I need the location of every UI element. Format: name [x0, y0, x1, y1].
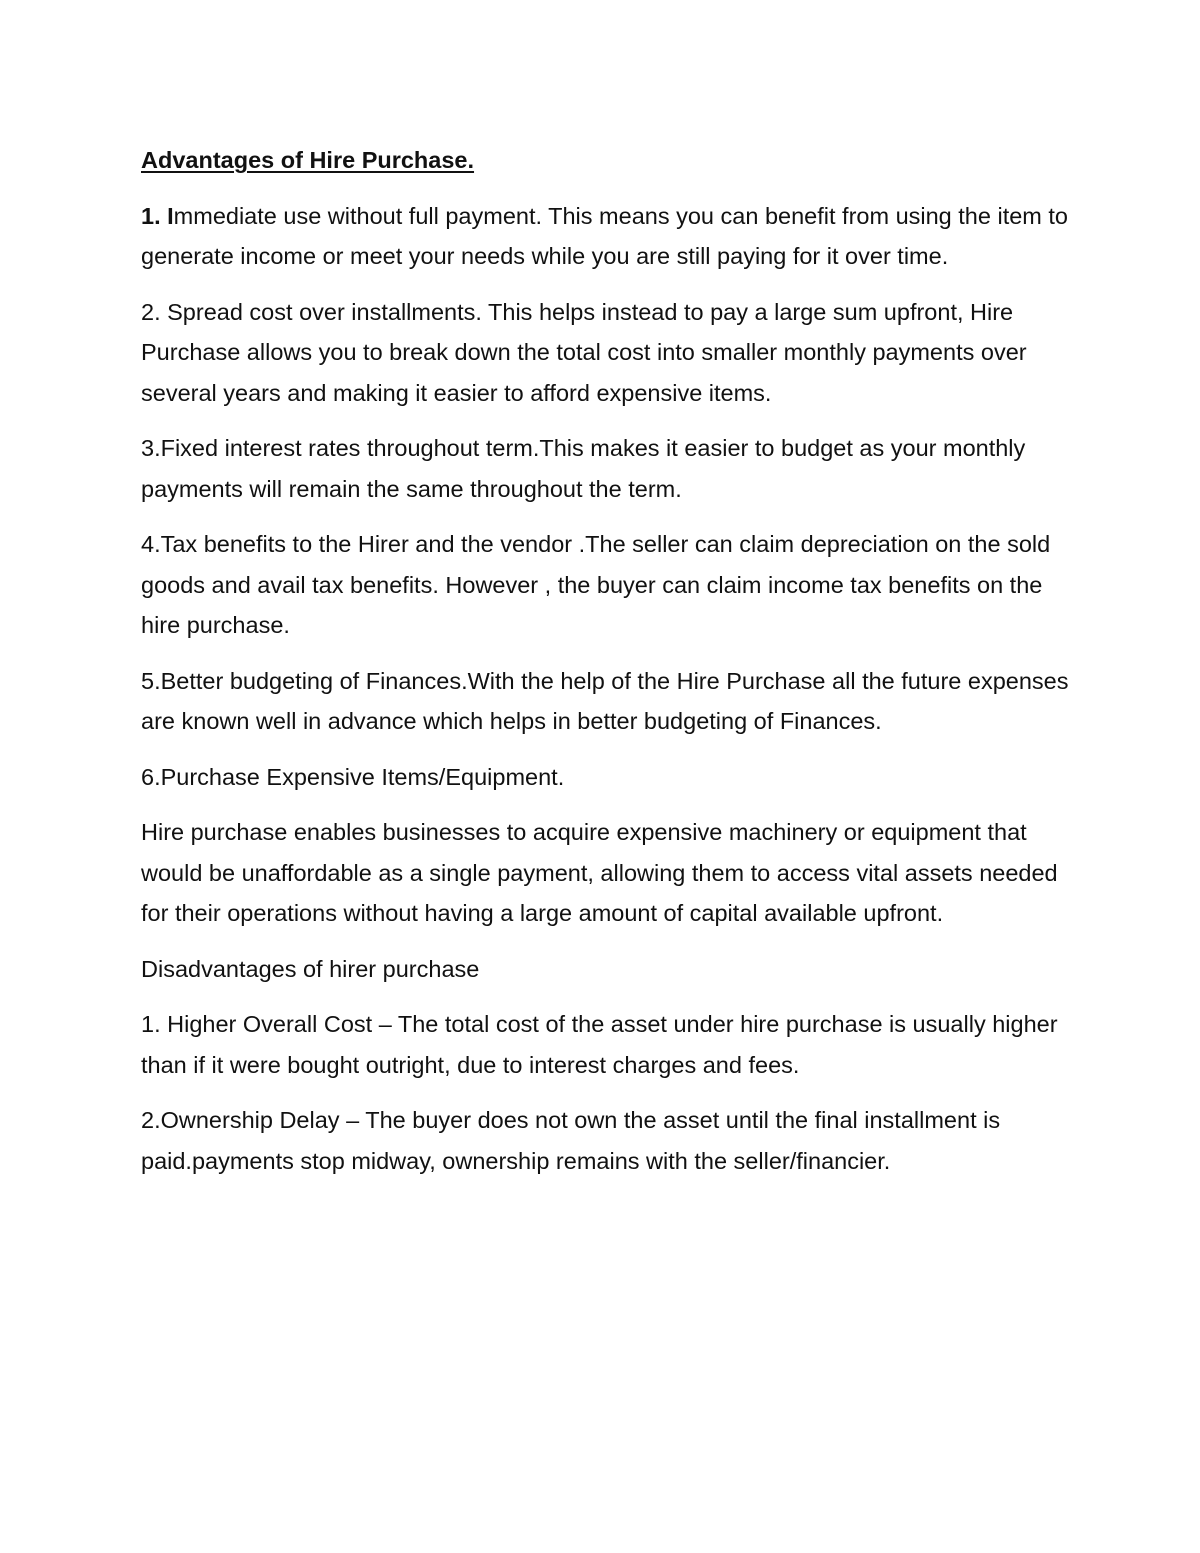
advantage-item-3: 3.Fixed interest rates throughout term.This makes it easier to budget as your monthly payments will remain the same throughout the term.: [141, 435, 1026, 502]
page-title: Advantages of Hire Purchase.: [141, 147, 475, 173]
advantage-item-6-description: Hire purchase enables businesses to acquire expensive machinery or equipment that would be unaffordable as a single payment, allowing them to access vital assets needed for their operations without having a large amount of capital available upfront.: [141, 819, 1058, 926]
disadvantages-heading: Disadvantages of hirer purchase: [141, 955, 480, 982]
disadvantage-item-1: 1. Higher Overall Cost – The total cost of the asset under hire purchase is usually higher than if it were bought outright, due to interest charges and fees.: [141, 1011, 1058, 1078]
advantage-item-6: 6.Purchase Expensive Items/Equipment.: [141, 763, 565, 790]
disadvantage-item-2: 2.Ownership Delay – The buyer does not own the asset until the final installment is paid.payments stop midway, ownership remains with the seller/financier.: [141, 1107, 1001, 1174]
advantage-item-1-text: mmediate use without full payment. This means you can benefit from using the item to generate income or meet your needs while you are still paying for it over time.: [141, 202, 1068, 269]
advantage-item-1-lead-letter: I: [160, 202, 174, 229]
advantage-item-1: [141, 196, 1071, 277]
advantage-item-1-number: 1.: [141, 202, 161, 229]
advantage-item-2: 2. Spread cost over installments. This helps instead to pay a large sum upfront, Hire Purchase allows you to break down the total cost into smaller monthly payments over several years and making it easier to afford expensive items.: [141, 298, 1027, 406]
advantage-item-5: 5.Better budgeting of Finances.With the help of the Hire Purchase all the future expenses are known well in advance which helps in better budgeting of Finances.: [141, 667, 1069, 734]
advantage-item-4: 4.Tax benefits to the Hirer and the vendor .The seller can claim depreciation on the sold goods and avail tax benefits. However , the buyer can claim income tax benefits on the hire purchase.: [141, 531, 1051, 638]
document-body: [141, 140, 1071, 1196]
